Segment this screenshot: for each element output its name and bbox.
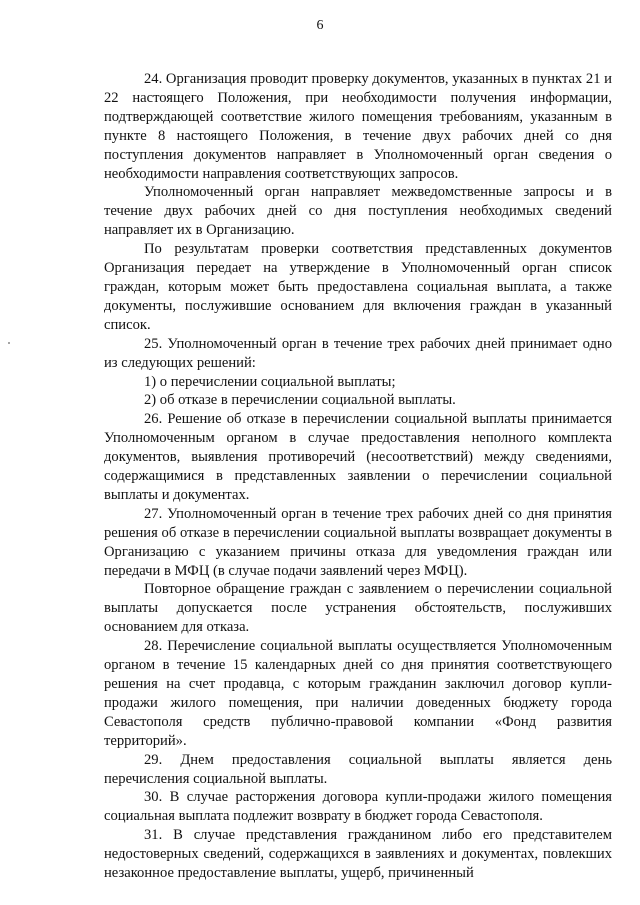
paragraph-28: 28. Перечисление социальной выплаты осуществляется Уполномоченным органом в течение 15 календарных дней со дня принятия соответствующего решения на счет продавца, с которым гражданин заключил договор купли-продажи жилого помещения, при наличии доведенных бюджету города Севастополя средств публично-правовой компании «Фонд развития территорий». — [104, 638, 612, 749]
paragraph-30: 30. В случае расторжения договора купли-продажи жилого помещения социальная выплата подлежит возврату в бюджет города Севастополя. — [104, 789, 612, 825]
paragraph-25: 25. Уполномоченный орган в течение трех рабочих дней принимает одно из следующих решений: — [104, 335, 612, 371]
paragraph-31: 31. В случае представления гражданином либо его представителем недостоверных сведений, содержащихся в заявлениях и документах, повлекших незаконное предоставление выплаты, ущерб, причиненный — [104, 827, 612, 882]
paragraph-24: 24. Организация проводит проверку документов, указанных в пунктах 21 и 22 настоящего Положения, при необходимости получения информации, подтверждающей соответствие жилого помещения требованиям, указанным в пункте 8 настоящего Положения, в течение двух рабочих дней со дня поступления документов направляет в Уполномоченный орган сведения о необходимости направления соответствующих запросов. — [104, 71, 612, 182]
paragraph-27: 27. Уполномоченный орган в течение трех рабочих дней со дня принятия решения об отказе в перечислении социальной выплаты возвращает документы в Организацию с указанием причины отказа для уведомления граждан или передачи в МФЦ (в случае подачи заявлений через МФЦ). — [104, 505, 612, 579]
paragraph-29: 29. Днем предоставления социальной выплаты является день перечисления социальной выплаты. — [104, 751, 612, 787]
scan-speck — [8, 342, 10, 344]
paragraph-24-results: По результатам проверки соответствия представленных документов Организация передает на утверждение в Уполномоченный орган список граждан, которым может быть предоставлена социальная выплата, а также документы, послужившие основанием для включения граждан в указанный список. — [104, 241, 612, 333]
paragraph-25-option-2: 2) об отказе в перечислении социальной выплаты. — [144, 392, 456, 409]
paragraph-25-option-1: 1) о перечислении социальной выплаты; — [144, 373, 396, 390]
paragraph-24-interagency: Уполномоченный орган направляет межведомственные запросы и в течение двух рабочих дней со дня поступления необходимых сведений направляет их в Организацию. — [104, 184, 612, 239]
page-number: 6 — [316, 18, 324, 33]
paragraph-26: 26. Решение об отказе в перечислении социальной выплаты принимается Уполномоченным органом в случае предоставления неполного комплекта документов, выявления противоречий (несоответствий) между сведениями, содержащимися в представленных заявлении о перечислении социальной выплаты и документах. — [104, 411, 612, 503]
paragraph-27-repeat: Повторное обращение граждан с заявлением о перечислении социальной выплаты допускается после устранения обстоятельств, послуживших основанием для отказа. — [104, 581, 612, 636]
document-body — [104, 70, 612, 883]
